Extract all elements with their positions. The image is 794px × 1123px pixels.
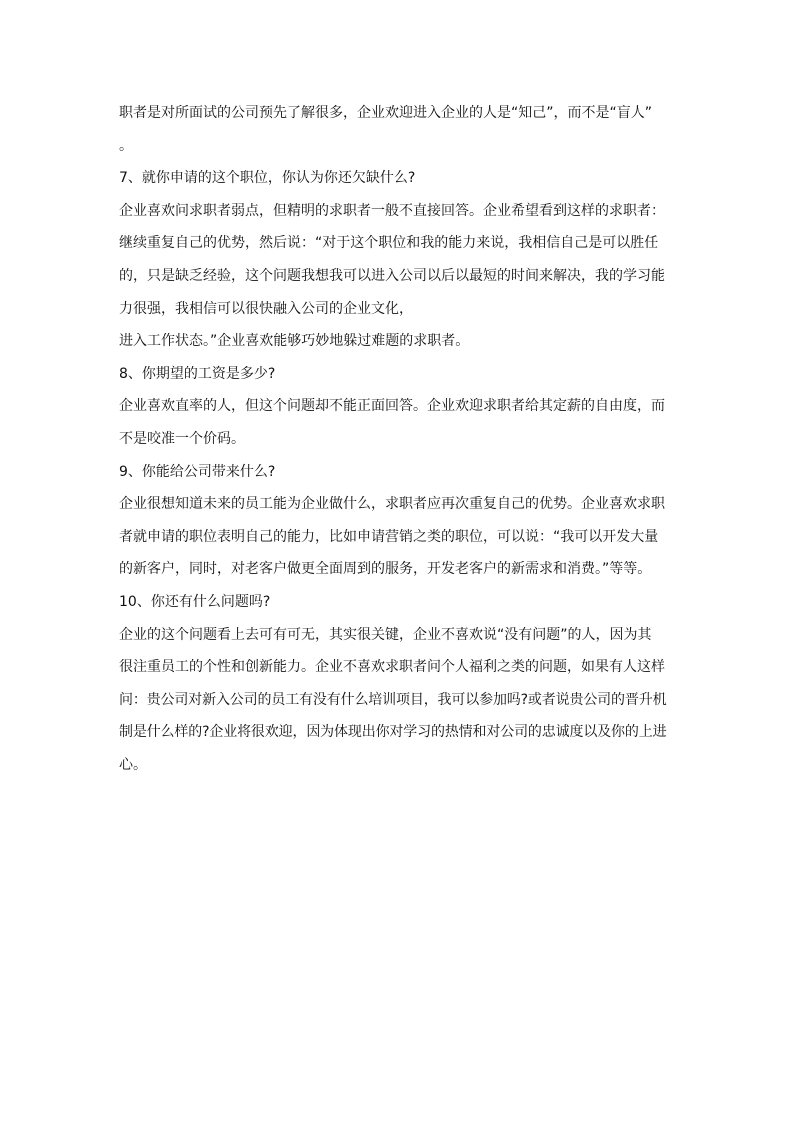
text-line: 继续重复自己的优势，然后说：“对于这个职位和我的能力来说，我相信自己是可以胜任 <box>119 235 659 252</box>
text-line: 者就申请的职位表明自己的能力，比如申请营销之类的职位，可以说：“我可以开发大量 <box>119 528 659 545</box>
text-line: 企业很想知道未来的员工能为企业做什么，求职者应再次重复自己的优势。企业喜欢求职 <box>119 496 665 513</box>
text-line: 问：贵公司对新入公司的员工有没有什么培训项目，我可以参加吗?或者说贵公司的晋升机 <box>119 691 667 708</box>
text-line: 不是咬准一个价码。 <box>119 430 245 447</box>
text-line: 心。 <box>119 756 147 773</box>
question-heading: 10、你还有什么问题吗? <box>119 593 271 610</box>
text-line: 职者是对所面试的公司预先了解很多，企业欢迎进入企业的人是“知己”，而不是“盲人” <box>119 105 653 121</box>
text-line: 力很强，我相信可以很快融入公司的企业文化， <box>119 300 413 317</box>
text-line: 制是什么样的?企业将很欢迎，因为体现出你对学习的热情和对公司的忠诚度以及你的上进 <box>119 724 667 741</box>
text-line: 企业喜欢问求职者弱点，但精明的求职者一般不直接回答。企业希望看到这样的求职者： <box>119 202 665 219</box>
question-heading: 7、就你申请的这个职位，你认为你还欠缺什么? <box>119 170 416 187</box>
text-line: 进入工作状态。”企业喜欢能够巧妙地躲过难题的求职者。 <box>119 333 470 350</box>
document-body <box>119 97 679 781</box>
text-line: 很注重员工的个性和创新能力。企业不喜欢求职者问个人福利之类的问题，如果有人这样 <box>119 659 665 676</box>
text-line: 企业的这个问题看上去可有可无，其实很关键，企业不喜欢说“没有问题”的人，因为其 <box>119 626 652 643</box>
text-line: 企业喜欢直率的人，但这个问题却不能正面回答。企业欢迎求职者给其定薪的自由度，而 <box>119 398 665 415</box>
text-line: 的，只是缺乏经验，这个问题我想我可以进入公司以后以最短的时间来解决，我的学习能 <box>119 267 665 284</box>
text-line: 的新客户，同时，对老客户做更全面周到的服务，开发老客户的新需求和消费。”等等。 <box>119 561 652 578</box>
question-heading: 8、你期望的工资是多少? <box>119 365 276 382</box>
question-heading: 9、你能给公司带来什么? <box>119 463 276 480</box>
text-line: 。 <box>119 137 133 154</box>
